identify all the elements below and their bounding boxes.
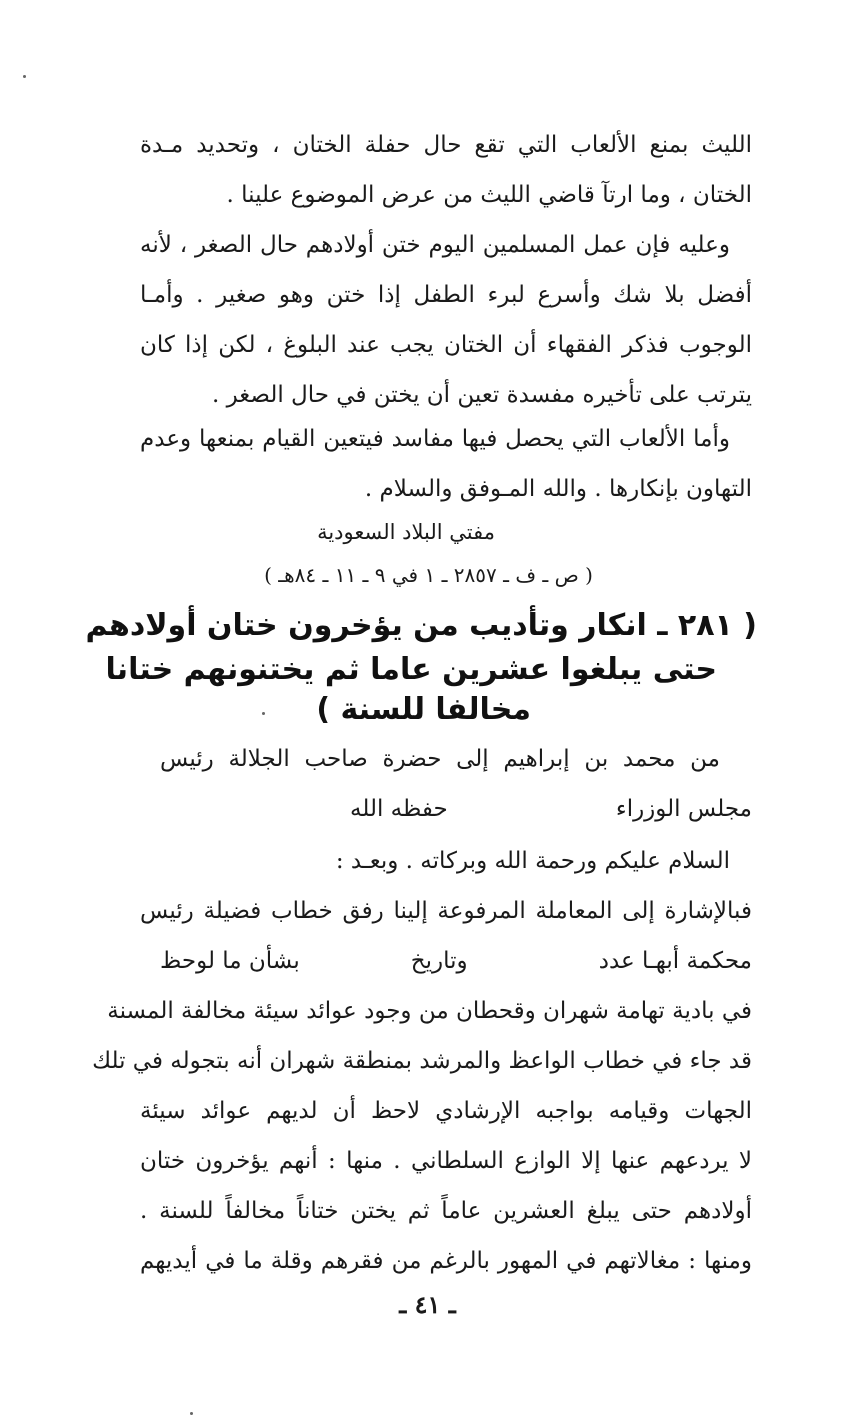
letter-address: من محمد بن إبراهيم إلى حضرة صاحب الجلالة رئيس: [160, 746, 720, 772]
text-line: لا يردعهم عنها إلا الوازع السلطاني . منها : أنهم يؤخرون ختان: [140, 1148, 752, 1174]
text-line: يترتب على تأخيره مفسدة تعين أن يختن في حال الصغر .: [211, 382, 752, 408]
text-line: وعليه فإن عمل المسلمين اليوم ختن أولادهم حال الصغر ، لأنه: [140, 232, 730, 258]
scan-speck: [23, 75, 26, 78]
court-name: محكمة أبهـا عدد: [598, 948, 752, 974]
reference-number: ( ص ـ ف ـ ٢٨٥٧ ـ ١ في ٩ ـ ١١ ـ ٨٤هـ ): [264, 563, 593, 587]
text-line: [160, 944, 752, 978]
text-line: في بادية تهامة شهران وقحطان من وجود عوائد سيئة مخالفة المسنة: [107, 998, 752, 1024]
text-line: الليث بمنع الألعاب التي تقع حال حفلة الختان ، وتحديد مـدة: [140, 132, 752, 158]
text-line: الختان ، وما ارتآ قاضي الليث من عرض الموضوع علينا .: [226, 182, 752, 208]
recipient: مجلس الوزراء: [615, 796, 752, 822]
text-line: أولادهم حتى يبلغ العشرين عاماً ثم يختن ختاناً مخالفاً للسنة .: [140, 1198, 752, 1224]
honorific: حفظه الله: [350, 796, 448, 822]
text-line: الجهات وقيامه بواجبه الإرشادي لاحظ أن لديهم عوائد سيئة: [140, 1098, 752, 1124]
text-line: ومنها : مغالاتهم في المهور بالرغم من فقرهم وقلة ما في أيديهم: [140, 1248, 752, 1274]
regarding: بشأن ما لوحظ: [160, 948, 300, 974]
section-heading-line: حتى يبلغوا عشرين عاما ثم يختنونهم ختانا: [105, 652, 717, 687]
salutation: السلام عليكم ورحمة الله وبركاته . وبعـد :: [335, 848, 730, 874]
section-heading-line: ( ٢٨١ ـ انكار وتأديب من يؤخرون ختان أولادهم: [85, 608, 757, 643]
page-number: ـ ٤١ ـ: [399, 1290, 456, 1319]
text-line: وأما الألعاب التي يحصل فيها مفاسد فيتعين القيام بمنعها وعدم: [140, 426, 730, 452]
text-line: أفضل بلا شك وأسرع لبرء الطفل إذا ختن وهو صغير . وأمـا: [140, 282, 752, 308]
text-line: التهاون بإنكارها . والله المـوفق والسلام .: [364, 476, 752, 502]
scan-speck: [262, 712, 265, 715]
section-heading-line: مخالفا للسنة ): [316, 692, 531, 727]
text-line: فبالإشارة إلى المعاملة المرفوعة إلينا رفق خطاب فضيلة رئيس: [140, 898, 752, 924]
date-label: وتاريخ: [410, 948, 468, 974]
scan-speck: [190, 1412, 193, 1415]
text-line: الوجوب فذكر الفقهاء أن الختان يجب عند البلوغ ، لكن إذا كان: [140, 332, 752, 358]
text-line: قد جاء في خطاب الواعظ والمرشد بمنطقة شهران أنه بتجوله في تلك: [92, 1048, 752, 1074]
signature: مفتي البلاد السعودية: [317, 520, 495, 544]
letter-address-2: [160, 792, 752, 826]
